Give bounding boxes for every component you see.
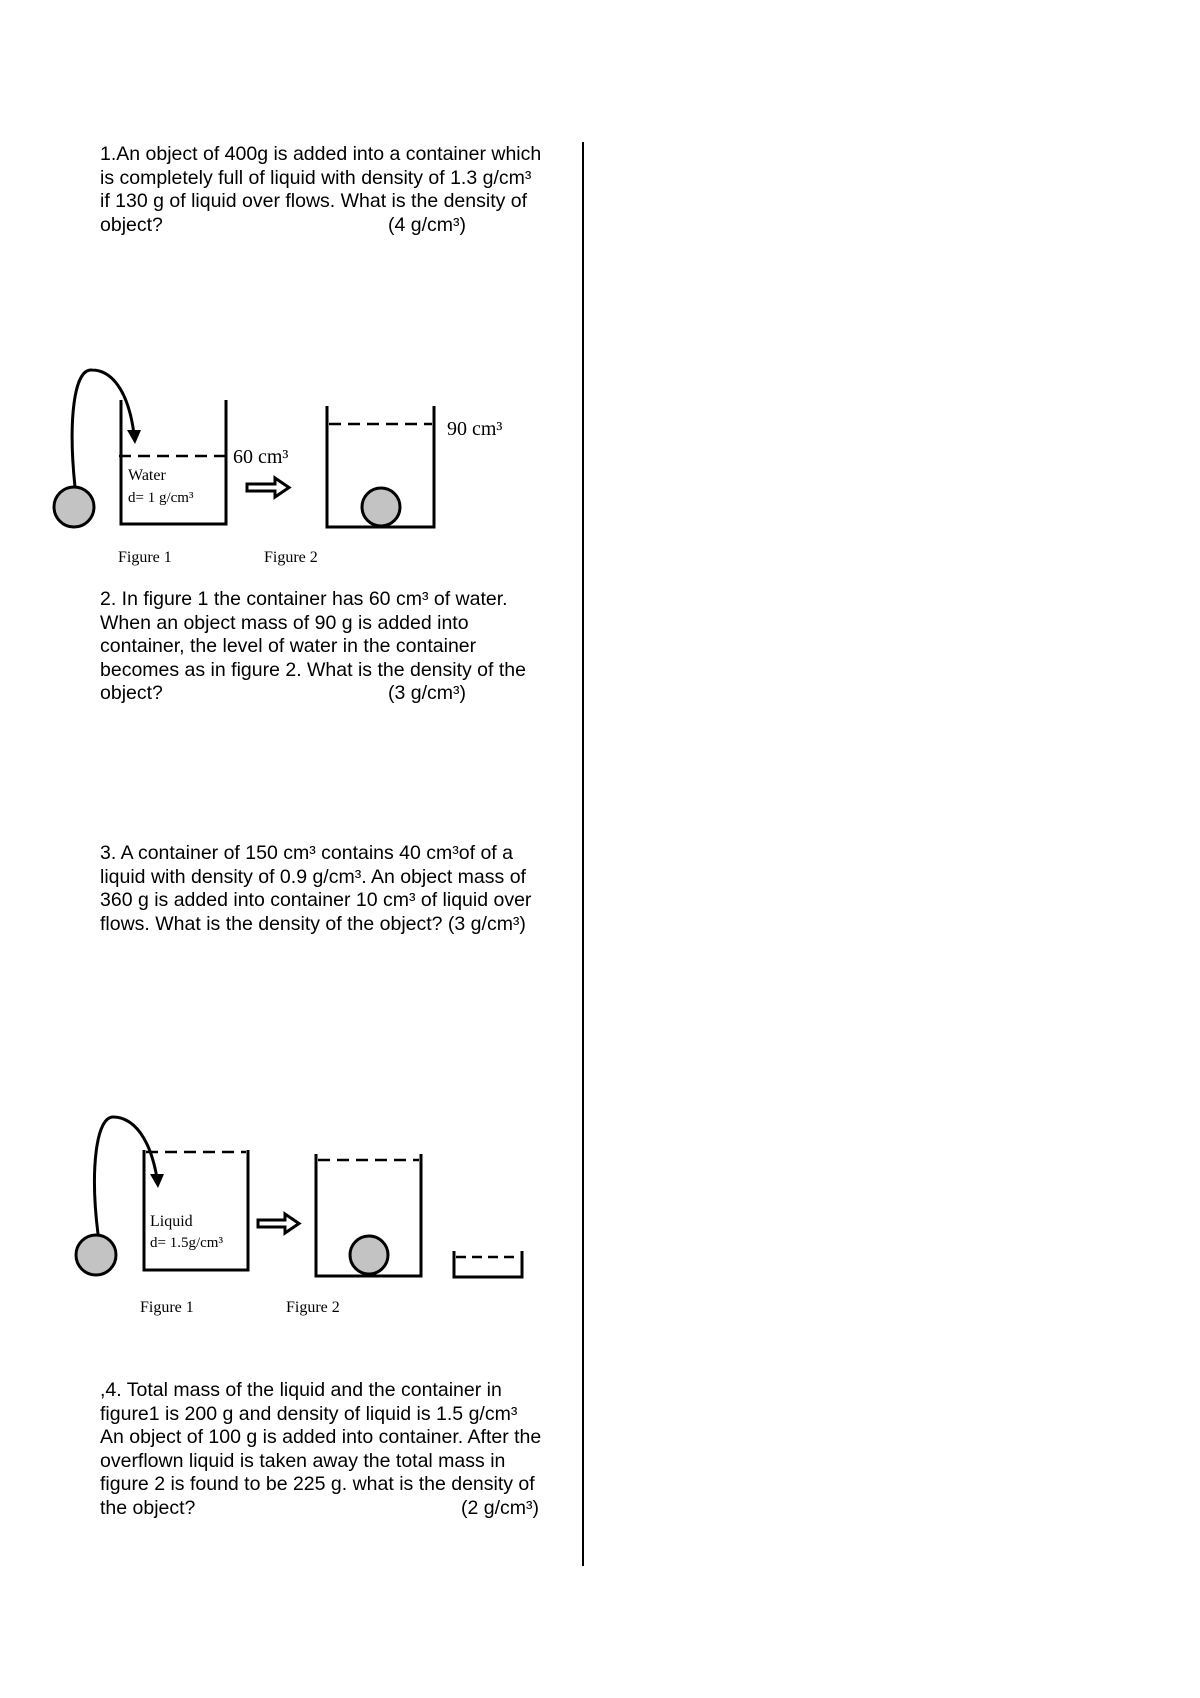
figure-a-caption-2: Figure 2 — [264, 549, 318, 566]
question-1-line: if 130 g of liquid over flows. What is the density of — [100, 190, 528, 212]
question-4 — [100, 1379, 570, 1520]
question-2-line: object? — [100, 682, 163, 704]
question-2-line: container, the level of water in the container — [100, 635, 477, 657]
figure-a-caption-1: Figure 1 — [118, 549, 172, 566]
figure-b-overflow-tray — [454, 1251, 522, 1277]
figure-b-string — [95, 1117, 157, 1234]
figure-b-arrowhead — [150, 1174, 164, 1188]
question-4-line: An object of 100 g is added into container. After the — [100, 1426, 542, 1448]
question-3-line: liquid with density of 0.9 g/cm³. An object mass of — [100, 865, 526, 888]
figure-a-liquid-density: d= 1 g/cm³ — [128, 490, 194, 506]
figure-b-liquid-name: Liquid — [150, 1213, 193, 1230]
figure-b-liquid-density: d= 1.5g/cm³ — [150, 1235, 223, 1251]
figure-a-string — [72, 370, 134, 487]
question-1-line: is completely full of liquid with density of 1.3 g/cm³ — [100, 166, 532, 189]
question-2-line: When an object mass of 90 g is added into — [100, 611, 469, 634]
figure-b-caption-1: Figure 1 — [140, 1299, 194, 1316]
figure-a-liquid-name: Water — [128, 467, 166, 484]
question-4-answer: (2 g/cm³) — [461, 1496, 539, 1519]
question-1-line: object? — [100, 213, 163, 236]
figure-a-volume-before: 60 cm³ — [233, 446, 289, 468]
question-4-line: figure1 is 200 g and density of liquid is 1.5 g/cm³ — [100, 1402, 518, 1425]
question-2-last-line — [100, 682, 570, 706]
question-1 — [100, 143, 570, 237]
question-4-line: figure 2 is found to be 225 g. what is the density of — [100, 1473, 535, 1495]
question-3-line: 360 g is added into container 10 cm³ of liquid over — [100, 889, 532, 911]
question-4-last-line — [100, 1497, 570, 1521]
figure-b-diagram — [0, 1110, 600, 1390]
question-4-line: the object? — [100, 1496, 196, 1519]
figure-b-caption-2: Figure 2 — [286, 1299, 340, 1316]
figure-b-container-1 — [144, 1150, 248, 1270]
figure-a-ball-inside — [362, 488, 400, 526]
question-2 — [100, 588, 570, 706]
question-2-line: 2. In figure 1 the container has 60 cm³ of water. — [100, 588, 508, 610]
question-4-line: ,4. Total mass of the liquid and the container in — [100, 1379, 502, 1401]
figure-b-transition-arrow — [258, 1214, 299, 1233]
question-2-answer: (3 g/cm³) — [388, 682, 466, 704]
figure-a-arrowhead — [127, 430, 141, 444]
question-2-line: becomes as in figure 2. What is the density of the — [100, 658, 526, 681]
figure-a-transition-arrow — [247, 478, 289, 497]
question-4-line: overflown liquid is taken away the total mass in — [100, 1449, 506, 1472]
question-1-line: 1.An object of 400g is added into a container which — [100, 143, 542, 165]
figure-a-ball-outside — [54, 487, 94, 527]
question-1-answer: (4 g/cm³) — [388, 213, 466, 236]
question-3-line: flows. What is the density of the object? (3 g/cm³) — [100, 912, 526, 935]
figure-b-ball-outside — [76, 1235, 116, 1275]
figure-a-volume-after: 90 cm³ — [447, 418, 503, 440]
question-3-line: 3. A container of 150 cm³ contains 40 cm³of of a — [100, 842, 513, 864]
figure-b-ball-inside — [350, 1236, 388, 1274]
question-1-last-line — [100, 214, 570, 238]
question-3 — [100, 842, 570, 936]
